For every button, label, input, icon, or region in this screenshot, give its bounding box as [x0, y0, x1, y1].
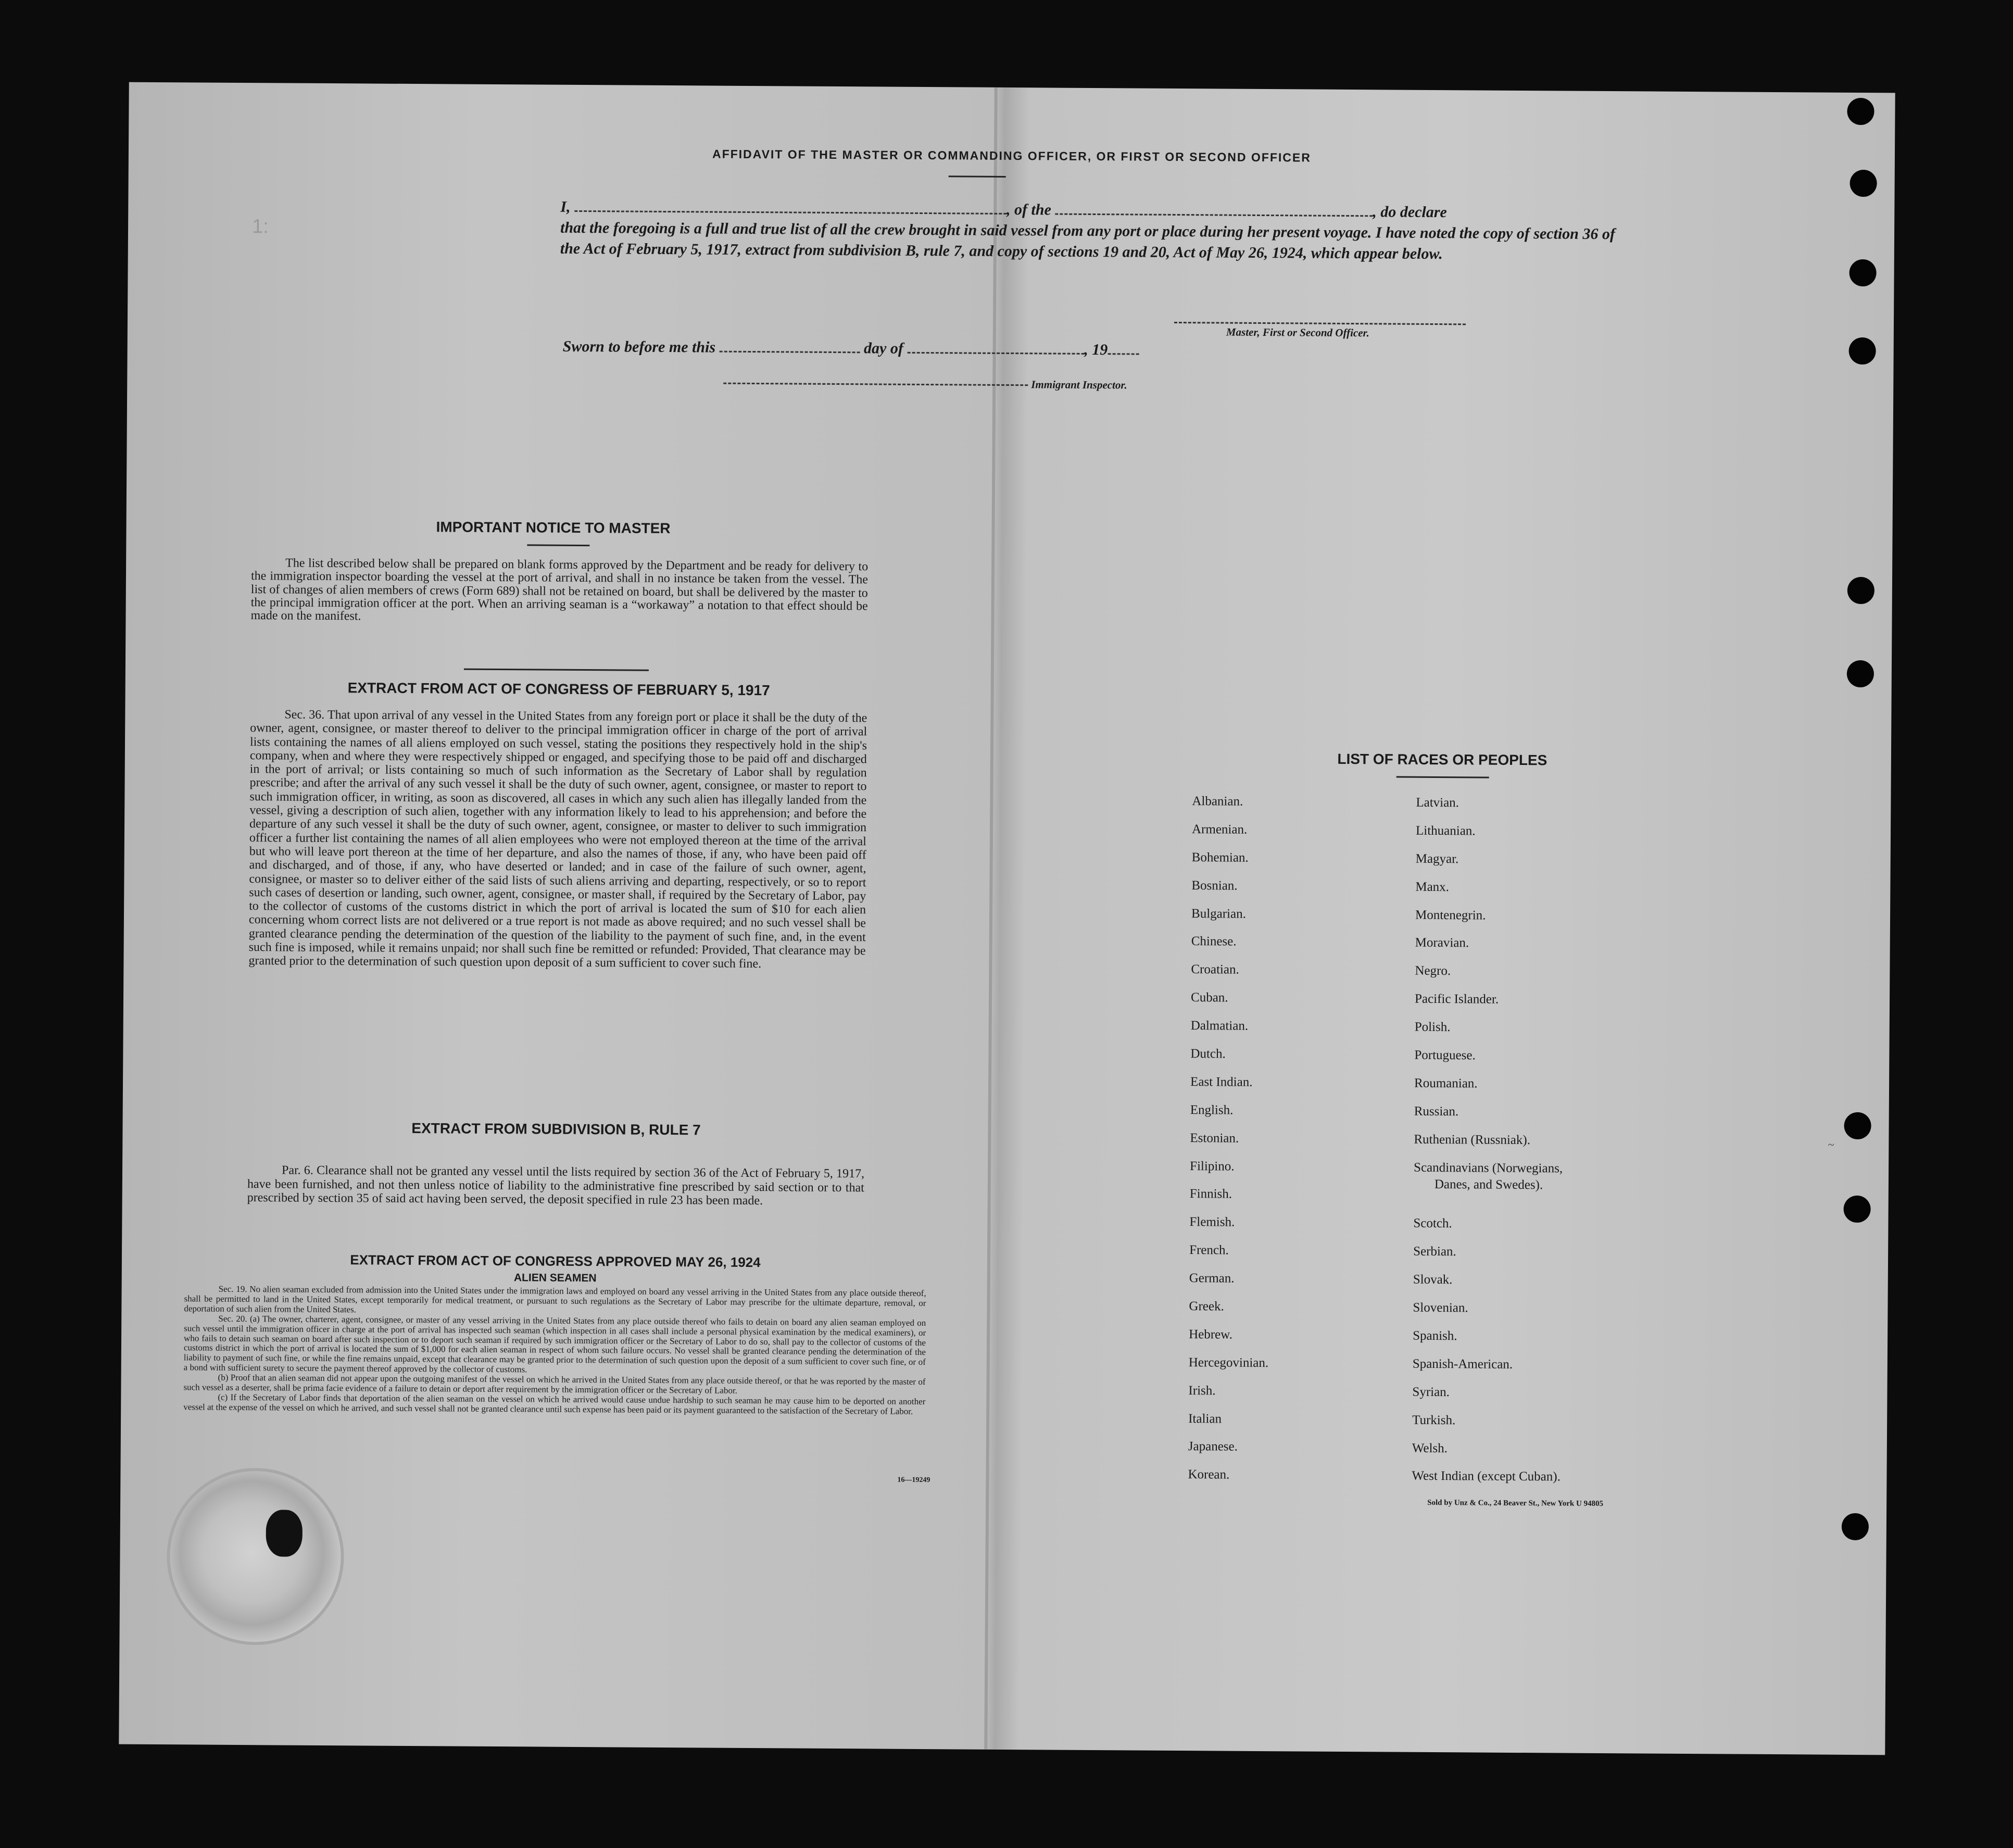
race-item: Pacific Islander. [1414, 992, 1499, 1007]
race-item: Irish. [1188, 1383, 1216, 1398]
sworn-label: Sworn to before me this [562, 337, 716, 356]
declaration-i: I, [560, 198, 571, 216]
day-of-label: day of [863, 340, 903, 357]
sworn-line [563, 337, 1139, 359]
race-item: Portuguese. [1414, 1048, 1476, 1063]
act1924-title: EXTRACT FROM ACT OF CONGRESS APPROVED MAY 26, 1924 [350, 1252, 761, 1271]
act1924-text [183, 1284, 926, 1416]
punch-hole [1847, 660, 1874, 687]
sworn-date-blank[interactable] [720, 338, 860, 354]
rule7-title: EXTRACT FROM SUBDIVISION B, RULE 7 [411, 1120, 701, 1138]
race-item: Spanish. [1413, 1328, 1457, 1343]
declaration [560, 197, 1633, 266]
race-item: Lithuanian. [1415, 823, 1476, 838]
race-item: Latvian. [1416, 795, 1460, 810]
race-item: East Indian. [1190, 1075, 1253, 1089]
race-item: Scotch. [1413, 1216, 1452, 1231]
center-fold [984, 87, 997, 1750]
race-item: Dutch. [1190, 1047, 1226, 1061]
race-item: Russian. [1414, 1104, 1459, 1119]
race-item: Manx. [1415, 879, 1450, 894]
vessel-blank[interactable] [1055, 200, 1373, 217]
declaration-of-the: , of the [1006, 200, 1051, 219]
sec36-paragraph: Sec. 36. That upon arrival of any vessel in the United States from any foreign port or place it shall be the duty of the owner, agent, consignee, or master thereof to deliver to the principal immigration officer in charge of the port of arrival lists containing the names of all aliens employed on such vessel, stating the positions they respectively hold in the ship's company, when and where they were respectively shipped or engaged, and specifying those to be paid off and discharged in the port of arrival; or lists containing so much of such information as the Secretary of Labor shall by regulation prescribe; and after the arrival of any such vessel it shall be the duty of such owner, agent, consignee, or master to report to such immigration officer, in writing, as soon as discovered, all cases in which any such alien has illegally landed from the vessel, giving a description of such alien, together with any information likely to lead to his apprehension; and before the departure of any such vessel it shall be the duty of such owner, agent, consignee, or master to deliver to such immigration officer a further list containing the names of all alien employees who were not employed thereon at the time of the arrival but who will leave port thereon at the time of her departure, and also the names of those, if any, who have been paid off and discharged, and of those, if any, who have deserted or landed; and in case of the failure of such owner, agent, consignee, or master so to deliver either of the said lists of such aliens arriving and departing, respectively, or so to report such cases of desertion or landing, such owner, agent, consignee, or master shall, if required by the Secretary of Labor, pay to the collector of customs of the customs district in which the port of arrival is located the sum of $10 for each alien concerning whom correct lists are not delivered or a true report is not made as above required; and no such vessel shall be granted clearance pending the determination of the question of the liability to the payment of such fine, and, in the event such fine is imposed, while it remains unpaid; nor shall such fine be remitted or refunded: Provided, That clearance may be granted prior to the determination of such question upon deposit of a sum sufficient to cover such fine. [248, 708, 867, 971]
race-item: Bulgarian. [1191, 906, 1246, 921]
form-number: 16—19249 [897, 1476, 930, 1485]
race-item: French. [1189, 1243, 1229, 1258]
declaration-text: that the foregoing is a full and true list of all the crew brought in said vessel from any port or place during her present voyage. I have noted the copy of section 36 of the Act of February 5, 1917, extract from subdivision B, rule 7, and copy of sections 19 and 20, Act of May 26, 1924, which appear below. [560, 219, 1616, 263]
race-item: Croatian. [1191, 962, 1239, 977]
faint-mark: 1: [251, 216, 269, 238]
race-item: Serbian. [1413, 1244, 1456, 1259]
race-item: Scandinavians (Norwegians, [1414, 1160, 1563, 1176]
race-item: Turkish. [1412, 1413, 1456, 1427]
divider-rule [464, 669, 649, 671]
race-item: Flemish. [1189, 1215, 1235, 1230]
race-item: Slovak. [1413, 1272, 1453, 1287]
race-item: Magyar. [1415, 851, 1459, 866]
races-title: LIST OF RACES OR PEOPLES [1337, 750, 1548, 769]
race-item: Korean. [1188, 1467, 1230, 1482]
embossed-seal [166, 1467, 344, 1645]
race-item: Greek. [1189, 1299, 1224, 1314]
pencil-mark: ~ [1828, 1138, 1834, 1151]
race-item: Estonian. [1190, 1130, 1239, 1146]
notice-text [250, 557, 868, 626]
race-item: Dalmatian. [1190, 1019, 1249, 1033]
race-item: Spanish-American. [1412, 1356, 1513, 1372]
race-item: Albanian. [1192, 794, 1243, 809]
race-item: Armenian. [1191, 822, 1248, 837]
year-label: , 19 [1084, 341, 1108, 359]
race-item: Slovenian. [1413, 1300, 1468, 1315]
race-item: Montenegrin. [1415, 908, 1486, 923]
race-item: Moravian. [1415, 936, 1469, 950]
par6-paragraph: Par. 6. Clearance shall not be granted any vessel until the lists required by section 36 of the Act of February 5, 1917, have been furnished, and not then unless notice of liability to the administrative fine prescribed by said section or to that prescribed by section 35 of said act having been served, the deposit specified in rule 23 has been made. [247, 1163, 865, 1208]
act1924-subtitle: ALIEN SEAMEN [513, 1272, 597, 1285]
race-item: Hebrew. [1189, 1327, 1232, 1342]
race-item: Bosnian. [1191, 878, 1238, 893]
master-label: Master, First or Second Officer. [1226, 325, 1369, 340]
race-item: Negro. [1415, 964, 1451, 978]
punch-hole [1850, 170, 1877, 197]
punch-hole [1843, 1196, 1870, 1223]
races-left-column [1188, 794, 1272, 1496]
race-item: Chinese. [1191, 934, 1237, 949]
title-rule [949, 175, 1006, 178]
race-item: Polish. [1414, 1020, 1451, 1035]
race-item: Danes, and Swedes). [1434, 1177, 1543, 1192]
sec20b-paragraph: (b) Proof that an alien seaman did not appear upon the outgoing manifest of the vessel on which he arrived in the United States from any place outside thereof, or that he was reported by the master of such vessel as a deserter, shall be prima facie evidence of a failure to detain or deport after requirement by the immigration officer or the Secretary of Labor. [183, 1372, 926, 1396]
name-blank[interactable] [574, 197, 1006, 215]
rule7-text [247, 1163, 864, 1209]
sworn-year-blank[interactable] [1108, 341, 1139, 355]
race-item: Finnish. [1189, 1187, 1232, 1202]
inspector-signature-line[interactable] [723, 383, 1028, 386]
act1917-text [248, 708, 867, 972]
race-item: Filipino. [1190, 1159, 1235, 1174]
races-right-column [1412, 796, 1565, 1498]
race-item: Syrian. [1412, 1385, 1450, 1399]
sec20a-paragraph: Sec. 20. (a) The owner, charterer, agent, consignee, or master of any vessel arriving in the United States from any place outside thereof who fails to detain on board any alien seaman employed on such vessel until the immigration officer in charge at the port of arrival has inspected such seaman (which inspection in all cases shall include a personal physical examination by the medical examiners), or who fails to detain such seaman on board after such inspection or to deport such seaman if required by such immigration officer or the Secretary of Labor to do so, shall pay to the collector of customs of the customs district in which the port of arrival is located the sum of $1,000 for each alien seaman in respect of whom such failure occurs. No vessel shall be granted clearance pending the determination of the liability to payment of such fine, or while the fine remains unpaid, except that clearance may be granted prior to the determination of such question upon the deposit of a sum sufficient to cover such fine, or of a bond with sufficient surety to secure the payment thereof approved by the collector of customs. [183, 1313, 926, 1375]
act1917-title: EXTRACT FROM ACT OF CONGRESS OF FEBRUARY 5, 1917 [347, 680, 770, 699]
notice-rule [527, 544, 589, 546]
punch-hole [1847, 577, 1874, 604]
sec19-paragraph: Sec. 19. No alien seaman excluded from admission into the United States under the immigration laws and employed on board any vessel arriving in the United States from any place outside thereof, shall be permitted to land in the United States, except temporarily for medical treatment, or pursuant to such regulations as the Secretary of Labor may prescribe for the ultimate departure, removal, or deportation of such alien from the United States. [184, 1284, 926, 1315]
races-rule [1396, 776, 1489, 778]
race-item: German. [1189, 1271, 1235, 1286]
race-item: English. [1190, 1102, 1234, 1117]
race-item: West Indian (except Cuban). [1412, 1469, 1561, 1484]
punch-hole [1847, 98, 1874, 125]
master-signature-line[interactable] [1174, 322, 1466, 325]
notice-title: IMPORTANT NOTICE TO MASTER [436, 519, 671, 537]
race-item: Italian [1188, 1411, 1222, 1426]
race-item: Cuban. [1190, 990, 1228, 1005]
punch-hole [1849, 259, 1876, 286]
sec20c-paragraph: (c) If the Secretary of Labor finds that deportation of the alien seaman on the vessel on which he arrived would cause undue hardship to such seaman he may cause him to be deported on another vessel at the expense of the vessel on which he arrived, and such vessel shall not be granted clearance until such expense has been paid or its payment guaranteed to the satisfaction of the Secretary of Labor. [183, 1392, 926, 1416]
race-item: Welsh. [1412, 1441, 1448, 1455]
punch-hole [1842, 1513, 1869, 1540]
sold-by-imprint: Sold by Unz & Co., 24 Beaver St., New York U 94805 [1427, 1498, 1604, 1508]
race-item: Hercegovinian. [1188, 1355, 1269, 1370]
sworn-month-blank[interactable] [907, 340, 1084, 355]
race-item: Roumanian. [1414, 1076, 1478, 1091]
declaration-do-declare: , do declare [1373, 203, 1447, 221]
inspector-label: Immigrant Inspector. [1031, 378, 1127, 392]
punch-hole [1844, 1112, 1871, 1139]
document-page [119, 82, 1895, 1755]
race-item: Bohemian. [1191, 850, 1249, 865]
affidavit-title: AFFIDAVIT OF THE MASTER OR COMMANDING OFFICER, OR FIRST OR SECOND OFFICER [712, 147, 1311, 165]
seal-damage [266, 1510, 303, 1556]
race-item: Ruthenian (Russniak). [1414, 1132, 1531, 1147]
punch-hole [1849, 337, 1876, 364]
race-item: Japanese. [1188, 1439, 1238, 1454]
notice-paragraph: The list described below shall be prepared on blank forms approved by the Department and be ready for delivery to the immigration inspector boarding the vessel at the port of arrival, and shall in no instance be taken from the vessel. The list of changes of alien members of crews (Form 689) shall not be retained on board, but shall be delivered by the master to the principal immigration officer at the port. When an arriving seaman is a “workaway” a notation to that effect should be made on the manifest. [250, 556, 869, 623]
